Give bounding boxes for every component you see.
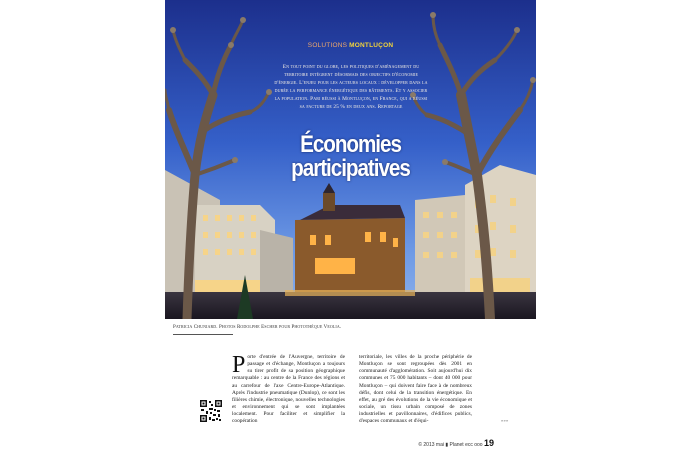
title-line-1: Économies xyxy=(300,131,401,158)
city-label: MONTLUÇON xyxy=(349,42,394,49)
drop-cap: P xyxy=(232,352,246,378)
qr-code-icon[interactable] xyxy=(200,400,222,422)
photo-credit: Patricia Chuniard. Photos Rodolphe Escher pour Photothèque Veolia. xyxy=(173,325,342,330)
page-number: 19 xyxy=(483,438,494,448)
intro-paragraph: En tout point du globe, les politiques d'aménagement du territoire intègrent désormais des objectifs d'économie d'énergie. L'enjeu pour les acteurs locaux : développer dans la durée la performance énergétique des bâtiments. Et y associer la population. Pari réussi à Montluçon, en France, qui a réussi sa facture de 25 % en deux ans. Reportage xyxy=(274,64,428,110)
continued-marker: »»» xyxy=(501,418,509,423)
article-title xyxy=(191,133,510,181)
section-kicker xyxy=(165,42,536,49)
issue-info: © 2013 mai ▮ Planet ecc ooo xyxy=(418,442,483,448)
section-label: SOLUTIONS xyxy=(307,42,348,49)
article-column-1 xyxy=(232,354,345,426)
column-1-text: orte d'entrée de l'Auvergne, territoire de passage et d'échange, Montluçon a toujours su tirer profit de sa position géographique remarquable : au centre de la France des régions et au carrefour de l'axe Centre-Europe-Atlantique. Après l'industrie pneumatique (Dunlop), ce sont les filières chimie, électronique, nouvelles technologies et environnement qui se sont implantées localement. Pour faciliter et simplifier la coopération xyxy=(232,354,345,425)
page-folio xyxy=(418,438,494,448)
magazine-page xyxy=(165,0,536,458)
divider xyxy=(173,334,233,335)
title-line-2: participatives xyxy=(291,155,410,182)
article-column-2: territoriale, les villes de la proche périphérie de Montluçon se sont regroupées dès 2001 en communauté d'agglomération. Soit aujourd'hui dix communes et 75 000 habitants – dont 40 000 pour Montluçon – qui doivent faire face à de nombreux défis, dont celui de la transition énergétique. En effet, au gré des évolutions de la vie économique et sociale, un tissu urbain composé de zones industrielles et pavillonnaires, d'édifices publics, d'espaces communaux et d'équi- xyxy=(359,354,472,425)
